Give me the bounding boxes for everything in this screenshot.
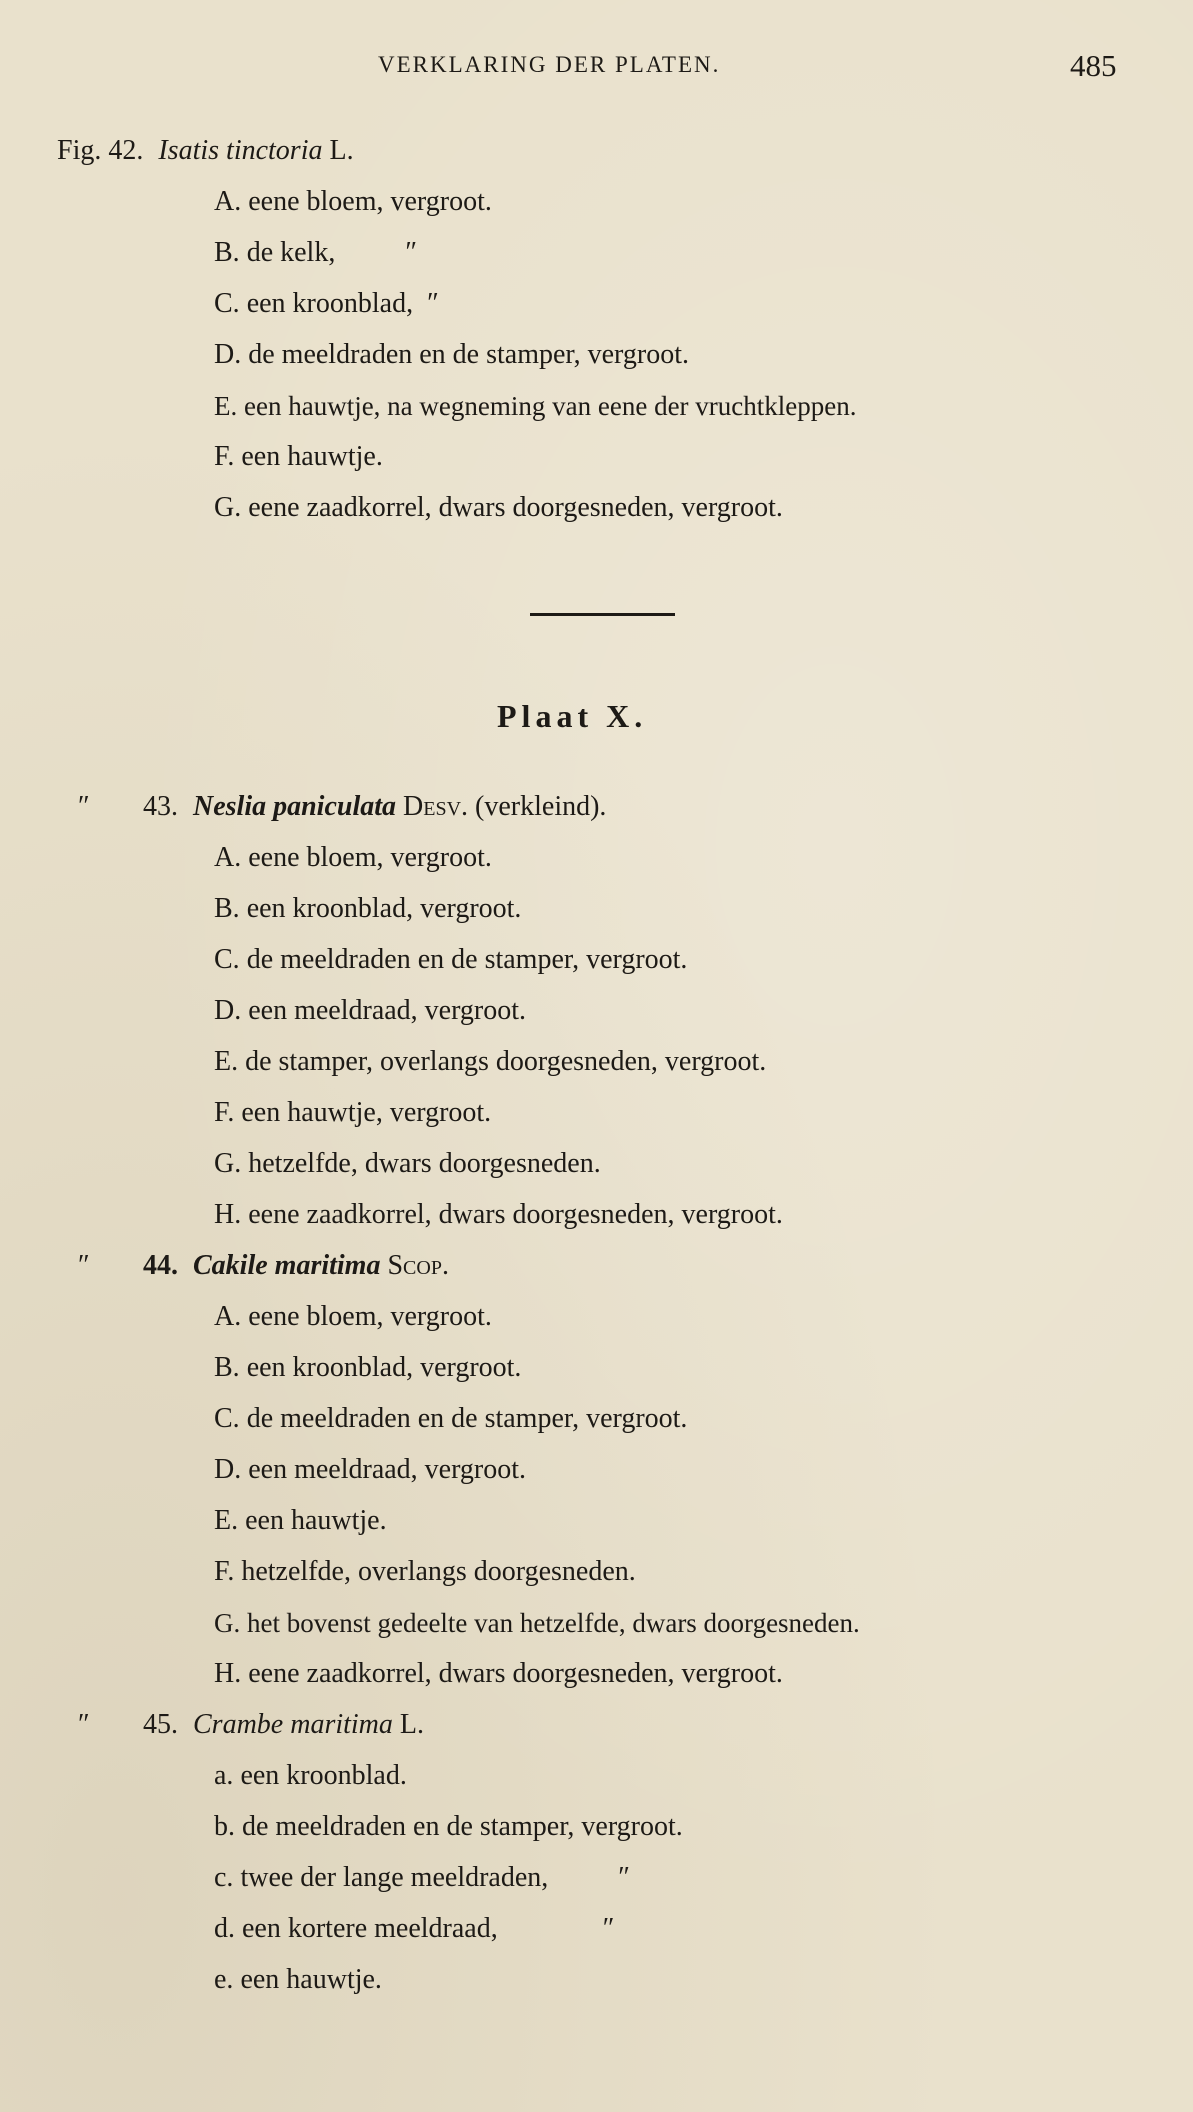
item-text: eene zaadkorrel, dwars doorgesneden, vergroot.	[248, 1199, 783, 1230]
fig-45-item-e	[214, 1963, 382, 1997]
item-letter: D.	[214, 1454, 242, 1485]
taxon-author: L.	[329, 135, 354, 166]
fig-44-item-c	[214, 1402, 687, 1436]
item-text: een kroonblad, vergroot.	[246, 1352, 522, 1383]
fig-44-heading	[143, 1249, 449, 1283]
item-text: de meeldraden en de stamper, vergroot.	[248, 339, 689, 370]
page-header	[0, 48, 1193, 88]
item-text: een hauwtje, vergroot.	[241, 1097, 492, 1128]
fig-45-item-c	[214, 1861, 630, 1895]
fig-44-item-f	[214, 1555, 636, 1589]
item-text: eene bloem, vergroot.	[248, 186, 492, 217]
item-letter: E.	[214, 391, 238, 421]
item-letter: D.	[214, 995, 242, 1026]
item-text: de kelk, ″	[246, 237, 417, 268]
item-letter: G.	[214, 492, 242, 523]
item-letter: C.	[214, 288, 240, 319]
taxon-name: Cakile maritima	[193, 1250, 381, 1281]
item-letter: F.	[214, 1097, 235, 1128]
fig-42-item-e	[214, 389, 857, 423]
item-letter: A.	[214, 186, 242, 217]
item-letter: F.	[214, 441, 235, 472]
item-text: het bovenst gedeelte van hetzelfde, dwars doorgesneden.	[247, 1608, 860, 1638]
item-letter: B.	[214, 893, 240, 924]
fig-45-item-d	[214, 1912, 614, 1946]
item-text: een meeldraad, vergroot.	[248, 1454, 527, 1485]
fig-45-heading	[143, 1708, 424, 1742]
fig-42-item-a	[214, 185, 492, 219]
item-letter: F.	[214, 1556, 235, 1587]
fig-44-item-e	[214, 1504, 387, 1538]
item-letter: G.	[214, 1608, 241, 1638]
item-letter: b.	[214, 1811, 235, 1842]
section-divider	[530, 613, 675, 616]
item-letter: C.	[214, 944, 240, 975]
plate-title: Plaat X.	[497, 698, 648, 734]
ditto-mark: ″	[78, 1709, 90, 1740]
fig-43-item-c	[214, 943, 687, 977]
fig-43-item-b	[214, 892, 521, 926]
taxon-author: Desv.	[403, 791, 469, 822]
page-number: 485	[1070, 48, 1117, 83]
running-title: VERKLARING DER PLATEN.	[378, 52, 721, 77]
item-text: een kroonblad, ″	[246, 288, 439, 319]
taxon-name: Isatis tinctoria	[158, 135, 323, 166]
fig-43-item-h	[214, 1198, 783, 1232]
item-text: een kortere meeldraad, ″	[242, 1913, 615, 1944]
fig-43-item-d	[214, 994, 526, 1028]
fig-42-item-g	[214, 491, 783, 525]
fig-42-item-b	[214, 236, 417, 270]
ditto-mark: ″	[78, 1250, 90, 1281]
fig-44-item-b	[214, 1351, 521, 1385]
item-letter: A.	[214, 1301, 242, 1332]
item-text: eene zaadkorrel, dwars doorgesneden, vergroot.	[248, 1658, 783, 1689]
fig-42-item-f	[214, 440, 383, 474]
fig-43-heading	[143, 790, 606, 824]
item-letter: H.	[214, 1199, 242, 1230]
item-letter: B.	[214, 1352, 240, 1383]
fig-45-item-b	[214, 1810, 683, 1844]
item-letter: G.	[214, 1148, 242, 1179]
item-letter: D.	[214, 339, 242, 370]
fig-43-item-e	[214, 1045, 766, 1079]
item-text: een hauwtje, na wegneming van eene der vruchtkleppen.	[244, 391, 857, 421]
item-letter: a.	[214, 1760, 234, 1791]
item-text: de meeldraden en de stamper, vergroot.	[242, 1811, 683, 1842]
item-text: de meeldraden en de stamper, vergroot.	[246, 944, 688, 975]
fig-label: Fig.	[57, 135, 102, 166]
fig-42-item-d	[214, 338, 689, 372]
fig-number: 42.	[108, 135, 144, 166]
item-letter: d.	[214, 1913, 235, 1944]
item-letter: E.	[214, 1046, 239, 1077]
item-letter: E.	[214, 1505, 239, 1536]
item-text: een hauwtje.	[241, 441, 383, 472]
fig-43-item-a	[214, 841, 492, 875]
fig-44-item-a	[214, 1300, 492, 1334]
fig-44-item-h	[214, 1657, 783, 1691]
item-text: een hauwtje.	[245, 1505, 387, 1536]
fig-45-item-a	[214, 1759, 407, 1793]
fig-42-item-c	[214, 287, 439, 321]
item-text: een hauwtje.	[240, 1964, 382, 1995]
taxon-name: Crambe maritima	[193, 1709, 393, 1740]
item-letter: A.	[214, 842, 242, 873]
taxon-author: Scop.	[387, 1250, 449, 1281]
item-letter: C.	[214, 1403, 240, 1434]
item-text: eene bloem, vergroot.	[248, 842, 492, 873]
item-text: een meeldraad, vergroot.	[248, 995, 527, 1026]
taxon-note: (verkleind).	[475, 791, 607, 822]
fig-44-item-g	[214, 1606, 860, 1640]
item-text: de stamper, overlangs doorgesneden, vergroot.	[245, 1046, 767, 1077]
fig-42-heading	[57, 134, 354, 168]
item-text: een kroonblad, vergroot.	[246, 893, 522, 924]
item-letter: e.	[214, 1964, 234, 1995]
item-letter: H.	[214, 1658, 242, 1689]
item-text: twee der lange meeldraden, ″	[240, 1862, 630, 1893]
fig-44-item-d	[214, 1453, 526, 1487]
item-text: een kroonblad.	[240, 1760, 407, 1791]
fig-43-item-f	[214, 1096, 491, 1130]
fig-number: 44.	[143, 1250, 178, 1281]
taxon-author: L.	[399, 1709, 425, 1740]
fig-number: 45.	[143, 1709, 178, 1740]
item-letter: c.	[214, 1862, 234, 1893]
item-text: de meeldraden en de stamper, vergroot.	[246, 1403, 688, 1434]
item-text: hetzelfde, dwars doorgesneden.	[248, 1148, 601, 1179]
taxon-name: Neslia paniculata	[193, 791, 397, 822]
fig-43-item-g	[214, 1147, 601, 1181]
item-letter: B.	[214, 237, 240, 268]
item-text: hetzelfde, overlangs doorgesneden.	[241, 1556, 636, 1587]
fig-number: 43.	[143, 791, 178, 822]
ditto-mark: ″	[78, 791, 90, 822]
item-text: eene zaadkorrel, dwars doorgesneden, vergroot.	[248, 492, 783, 523]
item-text: eene bloem, vergroot.	[248, 1301, 492, 1332]
